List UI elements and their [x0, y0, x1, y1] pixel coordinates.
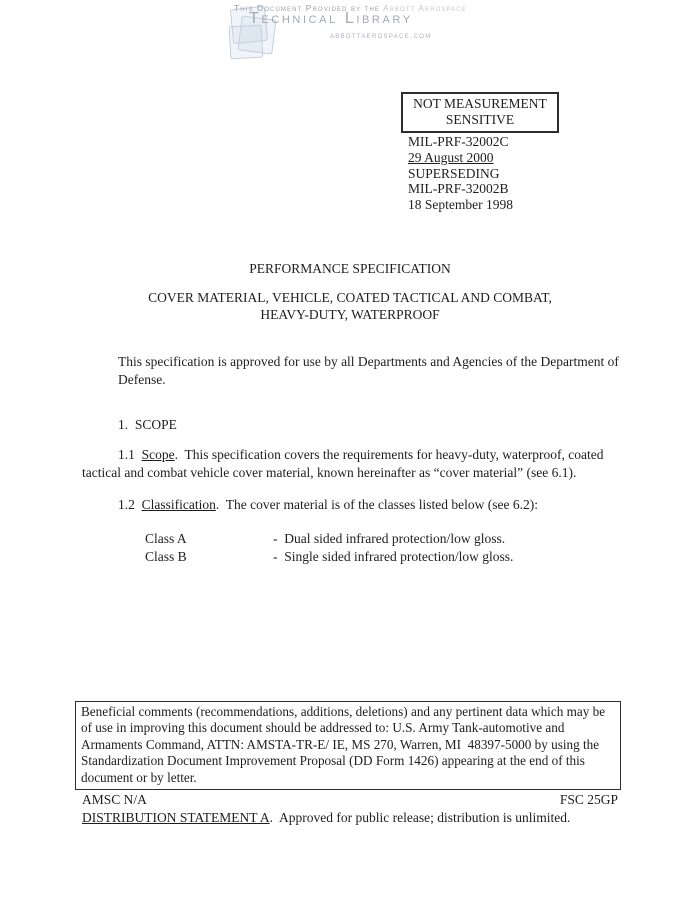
sensitivity-line2: SENSITIVE [445, 112, 515, 127]
amsc-code: AMSC N/A [82, 792, 147, 807]
superseding-label: SUPERSEDING [408, 165, 500, 181]
section-1-1-paragraph [82, 446, 622, 482]
technical-library-wordmark: Technical Library [249, 10, 413, 27]
section-1-2-number: 1.2 [118, 497, 142, 512]
sensitivity-line1: NOT MEASUREMENT [413, 96, 547, 111]
section-1-2-paragraph [82, 496, 622, 514]
not-measurement-sensitive-box [401, 92, 559, 133]
fsc-code: FSC 25GP [559, 792, 618, 807]
doc-title [0, 290, 700, 323]
class-row-a [145, 530, 513, 548]
doc-title-line1: COVER MATERIAL, VEHICLE, COATED TACTICAL AND COMBAT, [148, 290, 552, 305]
section-1-2-text: . The cover material is of the classes listed below (see 6.2): [215, 497, 539, 512]
doc-title-line2: HEAVY-DUTY, WATERPROOF [260, 306, 440, 322]
beneficial-comments-box: Beneficial comments (recommendations, additions, deletions) and any pertinent data which may be of use in improving this document should be addressed to: U.S. Army Tank-automotive and Armaments Command, ATTN: AMSTA-TR-E/ IE, MS 270, Warren, MI 48397-5000 by using the Standardization Document Improvement Proposal (DD Form 1426) appearing at the end of this document or by letter. [75, 701, 621, 790]
distribution-statement-text: . Approved for public release; distribution is unlimited. [269, 810, 571, 825]
superseded-date: 18 September 1998 [408, 197, 513, 213]
section-1-1-text: . This specification covers the requirements for heavy-duty, waterproof, coated tactical and combat vehicle cover material, known hereinafter as “cover material” (see 6.1). [82, 447, 607, 480]
class-b-name: Class B [145, 549, 187, 564]
section-1-heading: 1. SCOPE [118, 417, 177, 432]
class-row-b [145, 548, 513, 566]
section-1-2-label: Classification [141, 497, 216, 512]
distribution-statement-label: DISTRIBUTION STATEMENT A [82, 810, 270, 825]
spec-id-block [408, 134, 513, 213]
abbott-aerospace-brand: Abbott Aerospace [383, 3, 467, 13]
website-text: abbottaerospace.com [330, 30, 432, 40]
class-b-description: - Single sided infrared protection/low gloss. [273, 549, 514, 564]
amsc-fsc-row [82, 792, 618, 808]
class-a-description: - Dual sided infrared protection/low gloss. [273, 531, 506, 546]
distribution-statement [82, 809, 622, 826]
class-list [145, 530, 513, 566]
section-1-1-number: 1.1 [118, 447, 142, 462]
provided-by-prefix: This Document Provided by the [234, 3, 384, 13]
spec-date: 29 August 2000 [408, 149, 494, 165]
section-1-1-label: Scope [141, 447, 175, 462]
approval-paragraph: This specification is approved for use by all Departments and Agencies of the Department of Defense. [118, 354, 623, 387]
class-a-name: Class A [145, 531, 187, 546]
doc-type-heading: PERFORMANCE SPECIFICATION [249, 261, 451, 276]
superseded-spec-number: MIL-PRF-32002B [408, 181, 509, 197]
spec-number: MIL-PRF-32002C [408, 134, 509, 149]
